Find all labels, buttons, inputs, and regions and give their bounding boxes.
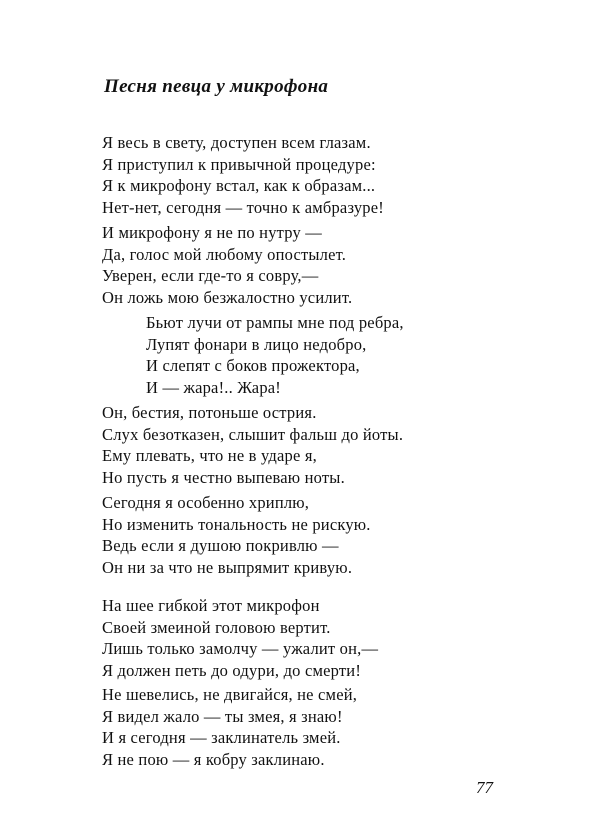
poem-line: И микрофону я не по нутру — xyxy=(102,223,322,242)
stanza-3-refrain xyxy=(146,312,404,398)
stanza-4 xyxy=(102,402,403,488)
poem-line: Он, бестия, потоньше острия. xyxy=(102,403,317,422)
poem-line: Не шевелись, не двигайся, не смей, xyxy=(102,685,358,704)
poem-line: Слух безотказен, слышит фальш до йоты. xyxy=(102,424,404,444)
poem-line: Он ложь мою безжалостно усилит. xyxy=(102,287,353,307)
poem-line: Нет-нет, сегодня — точно к амбразуре! xyxy=(102,197,384,217)
poem-line: Он ни за что не выпрямит кривую. xyxy=(102,557,353,577)
poem-line: Уверен, если где-то я совру,— xyxy=(102,266,319,285)
poem-line: И — жара!.. Жара! xyxy=(146,377,281,397)
poem-line: На шее гибкой этот микрофон xyxy=(102,596,320,615)
poem-line: Я не пою — я кобру заклинаю. xyxy=(102,749,325,769)
stanza-7 xyxy=(102,684,357,770)
poem-line: Я к микрофону встал, как к образам... xyxy=(102,176,376,195)
poem-line: Ему плевать, что не в ударе я, xyxy=(102,446,317,465)
poem-line: Я весь в свету, доступен всем глазам. xyxy=(102,133,371,152)
poem-line: И я сегодня — заклинатель змей. xyxy=(102,728,341,747)
poem-line: Лупят фонари в лицо недобро, xyxy=(146,334,367,354)
poem-line: Да, голос мой любому опостылет. xyxy=(102,244,347,264)
poem-line: И слепят с боков прожектора, xyxy=(146,356,360,375)
poem-line: Лишь только замолчу — ужалит он,— xyxy=(102,639,379,658)
poem-line: Сегодня я особенно хриплю, xyxy=(102,493,310,512)
poem-line: Но изменить тональность не рискую. xyxy=(102,514,371,534)
poem-line: Своей змеиной головою вертит. xyxy=(102,617,331,637)
poem-line: Ведь если я душою покривлю — xyxy=(102,536,339,555)
poem-title: Песня певца у микрофона xyxy=(104,76,329,97)
poem-line: Я приступил к привычной процедуре: xyxy=(102,154,376,174)
poem-line: Я должен петь до одури, до смерти! xyxy=(102,660,362,680)
poem-line: Я видел жало — ты змея, я знаю! xyxy=(102,706,343,726)
stanza-6 xyxy=(102,595,378,681)
stanza-2 xyxy=(102,222,352,308)
stanza-5 xyxy=(102,492,371,578)
poem-line: Бьют лучи от рампы мне под ребра, xyxy=(146,313,404,332)
poem-line: Но пусть я честно выпеваю ноты. xyxy=(102,467,345,487)
page-number: 77 xyxy=(476,778,493,797)
stanza-1 xyxy=(102,132,384,218)
